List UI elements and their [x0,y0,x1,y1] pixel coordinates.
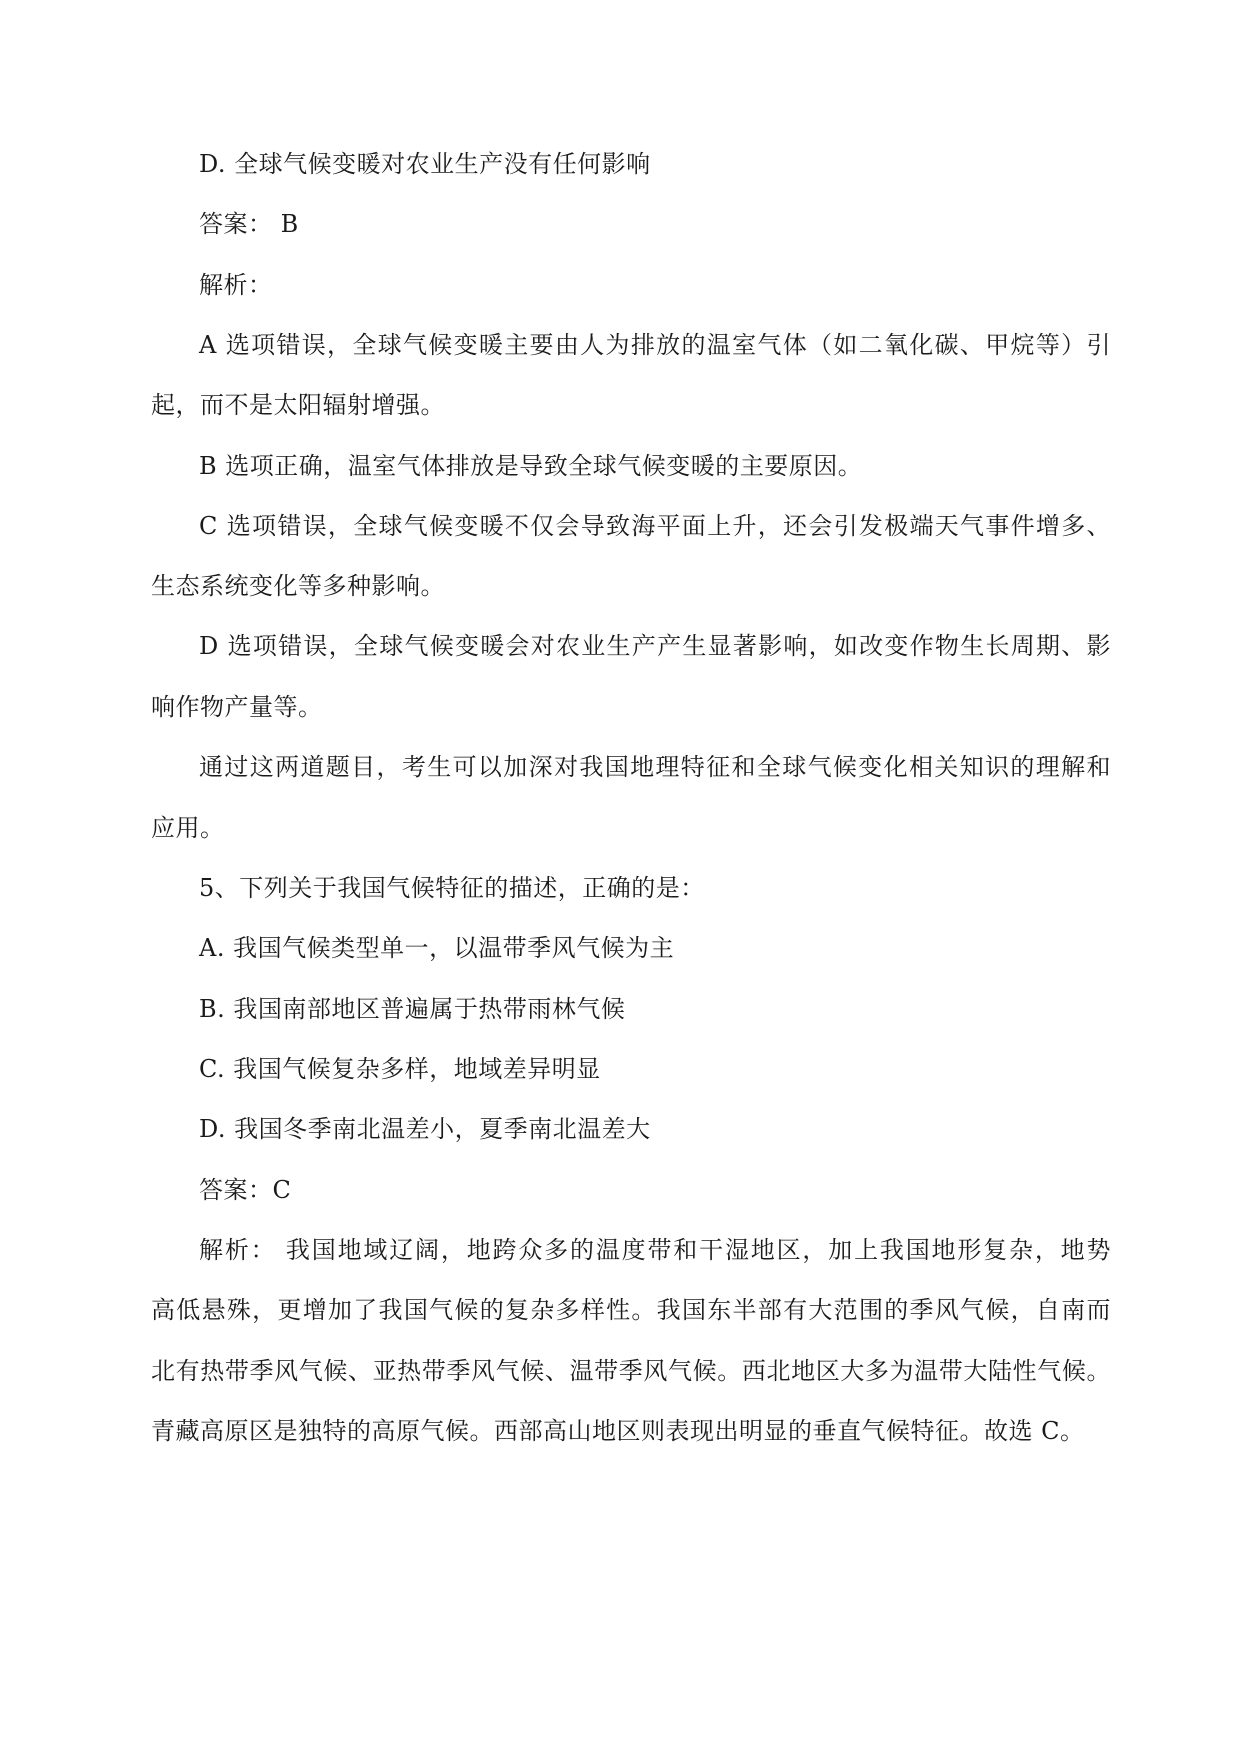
paragraph-line: 生态系统变化等多种影响。 [151,572,445,600]
analysis-line: 高低悬殊，更增加了我国气候的复杂多样性。我国东半部有大范围的季风气候，自南而 [151,1296,1111,1324]
option-c-text: C. 我国气候复杂多样，地域差异明显 [199,1055,601,1083]
paragraph-line: 应用。 [151,814,225,842]
paragraph-line: D 选项错误，全球气候变暖会对农业生产产生显著影响，如改变作物生长周期、影 [199,632,1111,660]
question-5: 5、下列关于我国气候特征的描述，正确的是： [199,874,705,902]
paragraph-line: B 选项正确，温室气体排放是导致全球气候变暖的主要原因。 [199,452,863,480]
option-d-text: D. 我国冬季南北温差小，夏季南北温差大 [199,1115,651,1143]
answer-line: 答案：C [199,1176,292,1204]
analysis-heading: 解析： [199,271,273,299]
analysis-line: 北有热带季风气候、亚热带季风气候、温带季风气候。西北地区大多为温带大陆性气候。 [151,1357,1111,1385]
paragraph-line: 通过这两道题目，考生可以加深对我国地理特征和全球气候变化相关知识的理解和 [199,753,1111,781]
analysis-line: 青藏高原区是独特的高原气候。西部高山地区则表现出明显的垂直气候特征。故选 C。 [151,1417,1085,1445]
analysis-line: 解析： 我国地域辽阔，地跨众多的温度带和干湿地区，加上我国地形复杂，地势 [199,1236,1111,1264]
paragraph-line: C 选项错误，全球气候变暖不仅会导致海平面上升，还会引发极端天气事件增多、 [199,512,1111,540]
option-d-text: D. 全球气候变暖对农业生产没有任何影响 [199,150,651,178]
answer-line: 答案： B [199,210,299,238]
option-b-text: B. 我国南部地区普遍属于热带雨林气候 [199,995,626,1023]
paragraph-line: 起，而不是太阳辐射增强。 [151,391,445,419]
paragraph-line: A 选项错误，全球气候变暖主要由人为排放的温室气体（如二氧化碳、甲烷等）引 [199,331,1111,359]
paragraph-line: 响作物产量等。 [151,693,323,721]
option-a-text: A. 我国气候类型单一，以温带季风气候为主 [199,934,675,962]
